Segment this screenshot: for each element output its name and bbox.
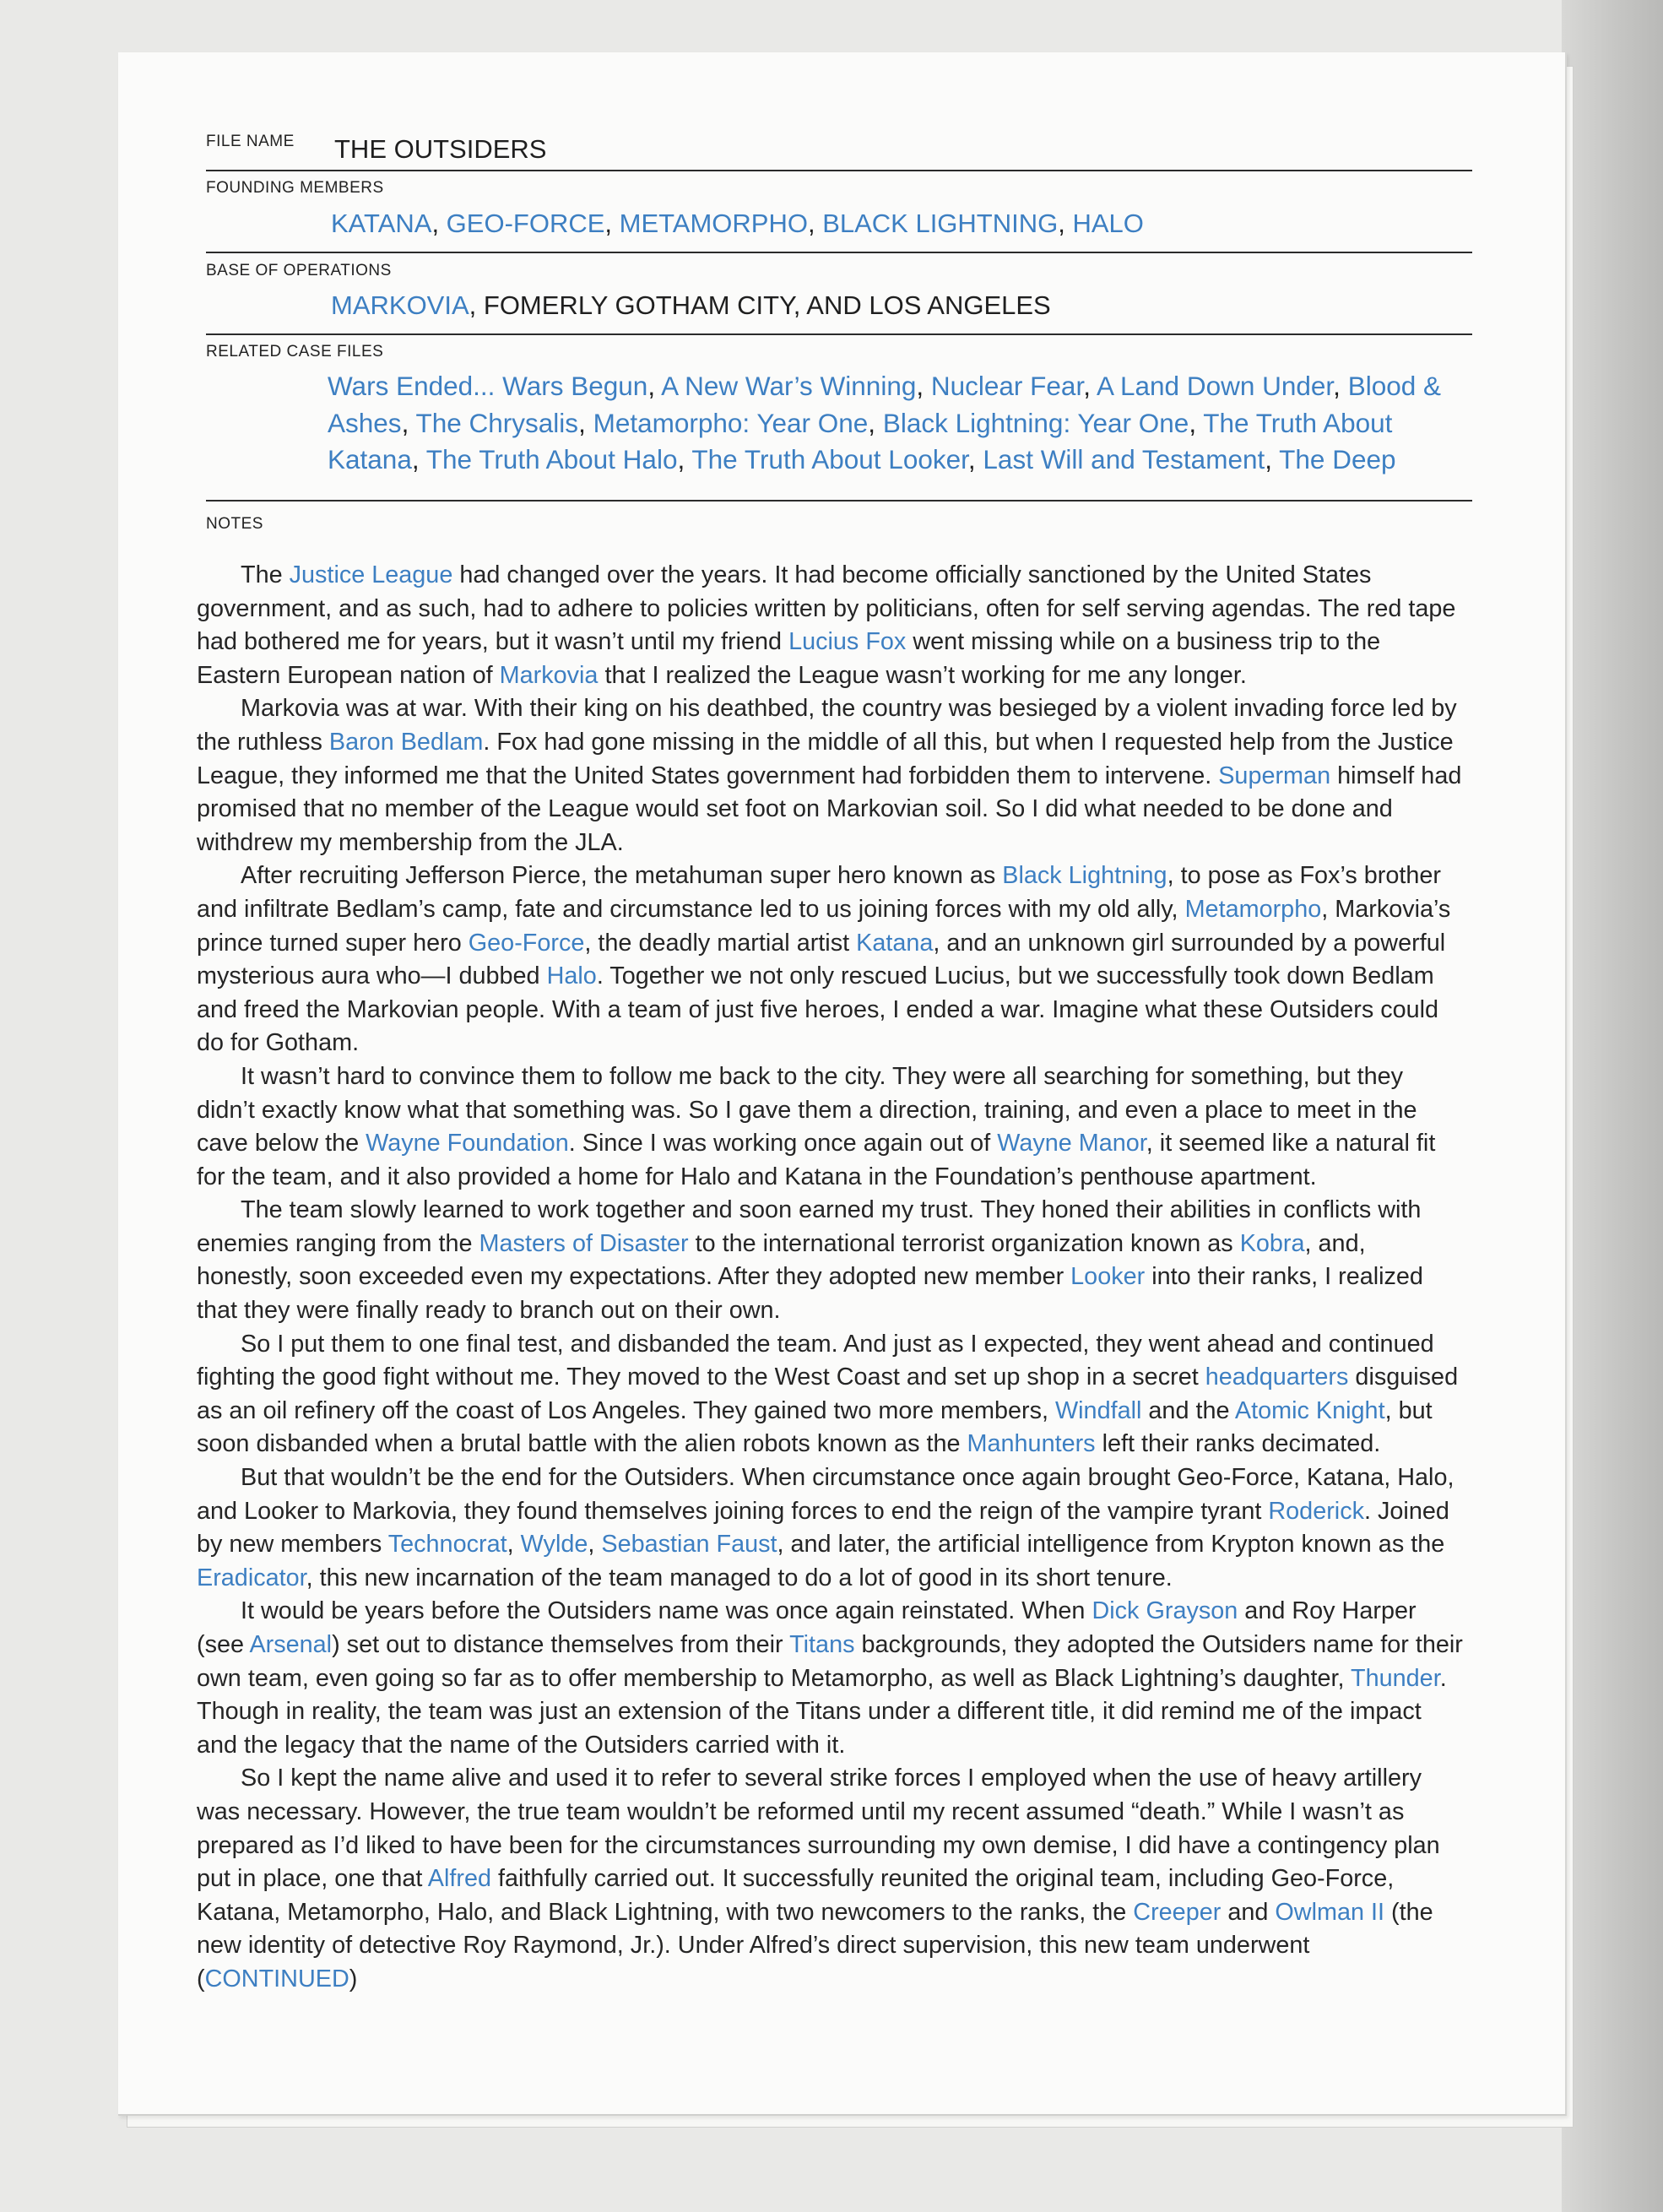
separator: ,: [1333, 371, 1348, 401]
notes-paragraph: [197, 1328, 1463, 1461]
cross-reference-link[interactable]: Wayne Foundation: [366, 1130, 569, 1158]
notes-text: went missing while on a business trip to the Eastern European nation of: [197, 628, 1381, 689]
related-case-files-label: RELATED CASE FILES: [206, 343, 384, 361]
notes-body: [197, 559, 1463, 1997]
notes-text: backgrounds, they adopted the Outsiders name for their own team, even going so far as to offer membership to Metamorpho, as well as Black Lightning’s daughter,: [197, 1631, 1463, 1692]
notes-text: , and, honestly, soon exceeded even my expectations. After they adopted new member: [197, 1229, 1366, 1291]
separator: ,: [868, 407, 883, 438]
related-case-file-link[interactable]: The Truth About Looker: [691, 444, 968, 474]
cross-reference-link[interactable]: Superman: [1218, 762, 1331, 789]
separator: ,: [1083, 371, 1097, 401]
founding-member-link[interactable]: METAMORPHO: [619, 209, 808, 238]
divider: [206, 170, 1472, 171]
notes-text: The team slowly learned to work together and soon earned my trust. They honed their abilities in conflicts with enemies ranging from the: [197, 1196, 1422, 1257]
notes-text: , and an unknown girl surrounded by a powerful mysterious aura who—I dubbed: [197, 929, 1446, 990]
cross-reference-link[interactable]: Halo: [546, 962, 597, 990]
cross-reference-link[interactable]: Looker: [1070, 1263, 1146, 1291]
cross-reference-link[interactable]: Titans: [789, 1631, 855, 1658]
separator: ,: [677, 444, 692, 474]
notes-text: had changed over the years. It had become officially sanctioned by the United States government, and as such, had to adhere to policies written by politicians, often for self serving agendas. The red tape had bothered me for years, but it wasn’t until my friend: [197, 561, 1456, 656]
notes-text: So I kept the name alive and used it to refer to several strike forces I employed when the use of heavy artillery was necessary. However, the true team wouldn’t be reformed until my recent assumed “death.” While I wasn’t as prepared as I’d liked to have been for the circumstances surrounding my own demise, I did have a contingency plan put in place, one that: [197, 1765, 1440, 1893]
divider: [206, 500, 1472, 501]
scan-shadow: [1562, 0, 1663, 2212]
cross-reference-link[interactable]: Creeper: [1133, 1898, 1222, 1926]
notes-paragraph: [197, 1762, 1463, 1996]
notes-paragraph: [197, 1060, 1463, 1194]
cross-reference-link[interactable]: Black Lightning: [1002, 862, 1167, 890]
notes-text: . Together we not only rescued Lucius, but we successfully took down Bedlam and freed the Markovian people. With a team of just five heroes, I ended a war. Imagine what these Outsiders could do for Gotham.: [197, 962, 1439, 1057]
separator: ,: [411, 444, 426, 474]
related-case-file-link[interactable]: Black Lightning: Year One: [882, 407, 1189, 438]
notes-text: to the international terrorist organization known as: [688, 1229, 1240, 1257]
cross-reference-link[interactable]: Manhunters: [967, 1430, 1096, 1458]
notes-text: (the new identity of detective Roy Raymond, Jr.). Under Alfred’s direct supervision, this new team underwent (: [197, 1898, 1433, 1992]
notes-text: So I put them to one final test, and disbanded the team. And just as I expected, they went ahead and continued fighting the good fight without me. They moved to the West Coast and set up shop in a secret: [197, 1330, 1434, 1391]
cross-reference-link[interactable]: Masters of Disaster: [479, 1229, 689, 1257]
notes-paragraph: [197, 859, 1463, 1060]
founding-members-label: FOUNDING MEMBERS: [206, 179, 384, 197]
notes-text: himself had promised that no member of the League would set foot on Markovian soil. So I did what needed to be done and withdrew my membership from the JLA.: [197, 762, 1462, 856]
cross-reference-link[interactable]: Sebastian Faust: [601, 1531, 777, 1559]
related-case-file-link[interactable]: The Truth About Katana: [328, 407, 1393, 474]
separator: ,: [807, 209, 823, 238]
notes-text: The: [241, 561, 290, 588]
cross-reference-link[interactable]: Arsenal: [249, 1631, 333, 1658]
cross-reference-link[interactable]: Windfall: [1054, 1396, 1142, 1424]
cross-reference-link[interactable]: Geo-Force: [468, 929, 585, 957]
notes-text: ,: [588, 1531, 602, 1559]
notes-text: , to pose as Fox’s brother and infiltrate Bedlam’s camp, fate and circumstance led to us joining forces with my old ally,: [197, 862, 1441, 923]
base-of-operations-label: BASE OF OPERATIONS: [206, 262, 392, 279]
notes-text: and Roy Harper (see: [197, 1597, 1417, 1658]
notes-text: . Though in reality, the team was just an extension of the Titans under a different title, it did remind me of the impact and the legacy that the name of the Outsiders carried with it.: [197, 1664, 1447, 1759]
notes-text: But that wouldn’t be the end for the Outsiders. When circumstance once again brought Geo-Force, Katana, Halo, and Looker to Markovia, they found themselves joining forces to end the reign of the vampire tyrant: [197, 1464, 1454, 1525]
notes-text: , it seemed like a natural fit for the team, and it also provided a home for Halo and Katana in the Foundation’s penthouse apartment.: [197, 1130, 1436, 1190]
cross-reference-link[interactable]: Technocrat: [387, 1531, 507, 1559]
cross-reference-link[interactable]: Katana: [856, 929, 934, 957]
related-case-file-link[interactable]: Nuclear Fear: [930, 371, 1084, 401]
divider: [206, 333, 1472, 335]
cross-reference-link[interactable]: headquarters: [1205, 1364, 1349, 1391]
cross-reference-link[interactable]: CONTINUED: [204, 1965, 349, 1992]
cross-reference-link[interactable]: Metamorpho: [1184, 895, 1322, 923]
base-of-operations-value: [331, 287, 1051, 323]
notes-paragraph: [197, 1595, 1463, 1762]
separator: ,: [916, 371, 931, 401]
related-case-file-link[interactable]: The Chrysalis: [415, 407, 579, 438]
notes-paragraph: [197, 692, 1463, 859]
notes-text: It would be years before the Outsiders name was once again reinstated. When: [241, 1597, 1092, 1625]
notes-text: , the deadly martial artist: [584, 929, 857, 957]
related-case-file-link[interactable]: Last Will and Testament: [983, 444, 1265, 474]
related-case-file-link[interactable]: A New War’s Winning: [661, 371, 917, 401]
cross-reference-link[interactable]: Kobra: [1239, 1229, 1305, 1257]
notes-text: , this new incarnation of the team managed to do a lot of good in its short tenure.: [306, 1564, 1173, 1591]
notes-text: that I realized the League wasn’t working for me any longer.: [598, 661, 1247, 689]
related-case-file-link[interactable]: Blood & Ashes: [328, 371, 1442, 438]
notes-text: ) set out to distance themselves from their: [332, 1631, 790, 1658]
notes-text: disguised as an oil refinery off the coast of Los Angeles. They gained two more members,: [197, 1364, 1459, 1424]
notes-text: . Joined by new members: [197, 1497, 1449, 1559]
notes-text: , Markovia’s prince turned super hero: [197, 895, 1451, 957]
notes-paragraph: [197, 1194, 1463, 1327]
cross-reference-link[interactable]: Baron Bedlam: [328, 728, 484, 756]
founding-member-link[interactable]: HALO: [1072, 209, 1144, 238]
notes-text: left their ranks decimated.: [1095, 1430, 1381, 1458]
founding-member-link[interactable]: BLACK LIGHTNING: [822, 209, 1059, 238]
related-case-files-list: [328, 368, 1459, 479]
related-case-file-link[interactable]: The Deep: [1279, 444, 1396, 474]
founding-members-list: [331, 205, 1144, 241]
related-case-file-link[interactable]: The Truth About Halo: [425, 444, 678, 474]
cross-reference-link[interactable]: Justice League: [289, 561, 453, 588]
related-case-file-link[interactable]: Metamorpho: Year One: [593, 407, 869, 438]
notes-text: , and later, the artificial intelligence from Krypton known as the: [777, 1531, 1445, 1559]
base-link[interactable]: MARKOVIA: [331, 290, 469, 320]
separator: ,: [604, 209, 620, 238]
divider: [206, 252, 1472, 253]
file-name-label: FILE NAME: [206, 133, 295, 150]
separator: ,: [647, 371, 662, 401]
separator: ,: [431, 209, 447, 238]
notes-text: After recruiting Jefferson Pierce, the metahuman super hero known as: [241, 862, 1003, 890]
cross-reference-link[interactable]: Wylde: [520, 1531, 588, 1559]
separator: ,: [1058, 209, 1073, 238]
case-file-page: [118, 52, 1567, 2116]
founding-member-link[interactable]: GEO-FORCE: [446, 209, 605, 238]
base-rest: , FOMERLY GOTHAM CITY, AND LOS ANGELES: [469, 290, 1051, 320]
notes-text: and: [1221, 1898, 1276, 1926]
cross-reference-link[interactable]: Owlman II: [1275, 1898, 1385, 1926]
notes-paragraph: [197, 559, 1463, 692]
separator: ,: [401, 407, 416, 438]
related-case-file-link[interactable]: A Land Down Under: [1096, 371, 1334, 401]
separator: ,: [578, 407, 593, 438]
founding-member-link[interactable]: KATANA: [331, 209, 432, 238]
cross-reference-link[interactable]: Alfred: [427, 1865, 492, 1893]
cross-reference-link[interactable]: Atomic Knight: [1234, 1396, 1385, 1424]
notes-paragraph: [197, 1461, 1463, 1595]
notes-text: , but soon disbanded when a brutal battle with the alien robots known as the: [197, 1396, 1433, 1458]
file-name-value: THE OUTSIDERS: [334, 134, 547, 164]
cross-reference-link[interactable]: Thunder: [1351, 1664, 1440, 1692]
notes-text: and the: [1141, 1396, 1235, 1424]
notes-text: ,: [506, 1531, 521, 1559]
separator: ,: [967, 444, 983, 474]
notes-text: It wasn’t hard to convince them to follow me back to the city. They were all searching for something, but they didn’t exactly know what that something was. So I gave them a direction, training, and even a place to meet in the cave below the: [197, 1062, 1417, 1158]
notes-text: faithfully carried out. It successfully reunited the original team, including Geo-Force, Katana, Metamorpho, Halo, and Black Lightning, with two newcomers to the ranks, the: [197, 1865, 1395, 1926]
cross-reference-link[interactable]: Dick Grayson: [1092, 1597, 1238, 1625]
separator: ,: [1265, 444, 1280, 474]
notes-text: . Since I was working once again out of: [568, 1130, 998, 1158]
notes-text: . Fox had gone missing in the middle of all this, but when I requested help from the Justice League, they informed me that the United States government had forbidden them to intervene.: [197, 728, 1454, 789]
notes-text: Markovia was at war. With their king on his deathbed, the country was besieged by a violent invading force led by the ruthless: [197, 695, 1457, 756]
cross-reference-link[interactable]: Wayne Manor: [997, 1130, 1146, 1158]
cross-reference-link[interactable]: Eradicator: [197, 1564, 306, 1591]
cross-reference-link[interactable]: Lucius Fox: [788, 628, 907, 656]
cross-reference-link[interactable]: Roderick: [1268, 1497, 1365, 1525]
notes-text: ): [349, 1965, 358, 1992]
separator: ,: [1189, 407, 1204, 438]
notes-text: into their ranks, I realized that they were finally ready to branch out on their own.: [197, 1263, 1423, 1325]
related-case-file-link[interactable]: Wars Ended... Wars Begun: [328, 371, 648, 401]
notes-label: NOTES: [206, 515, 263, 533]
cross-reference-link[interactable]: Markovia: [499, 661, 599, 689]
